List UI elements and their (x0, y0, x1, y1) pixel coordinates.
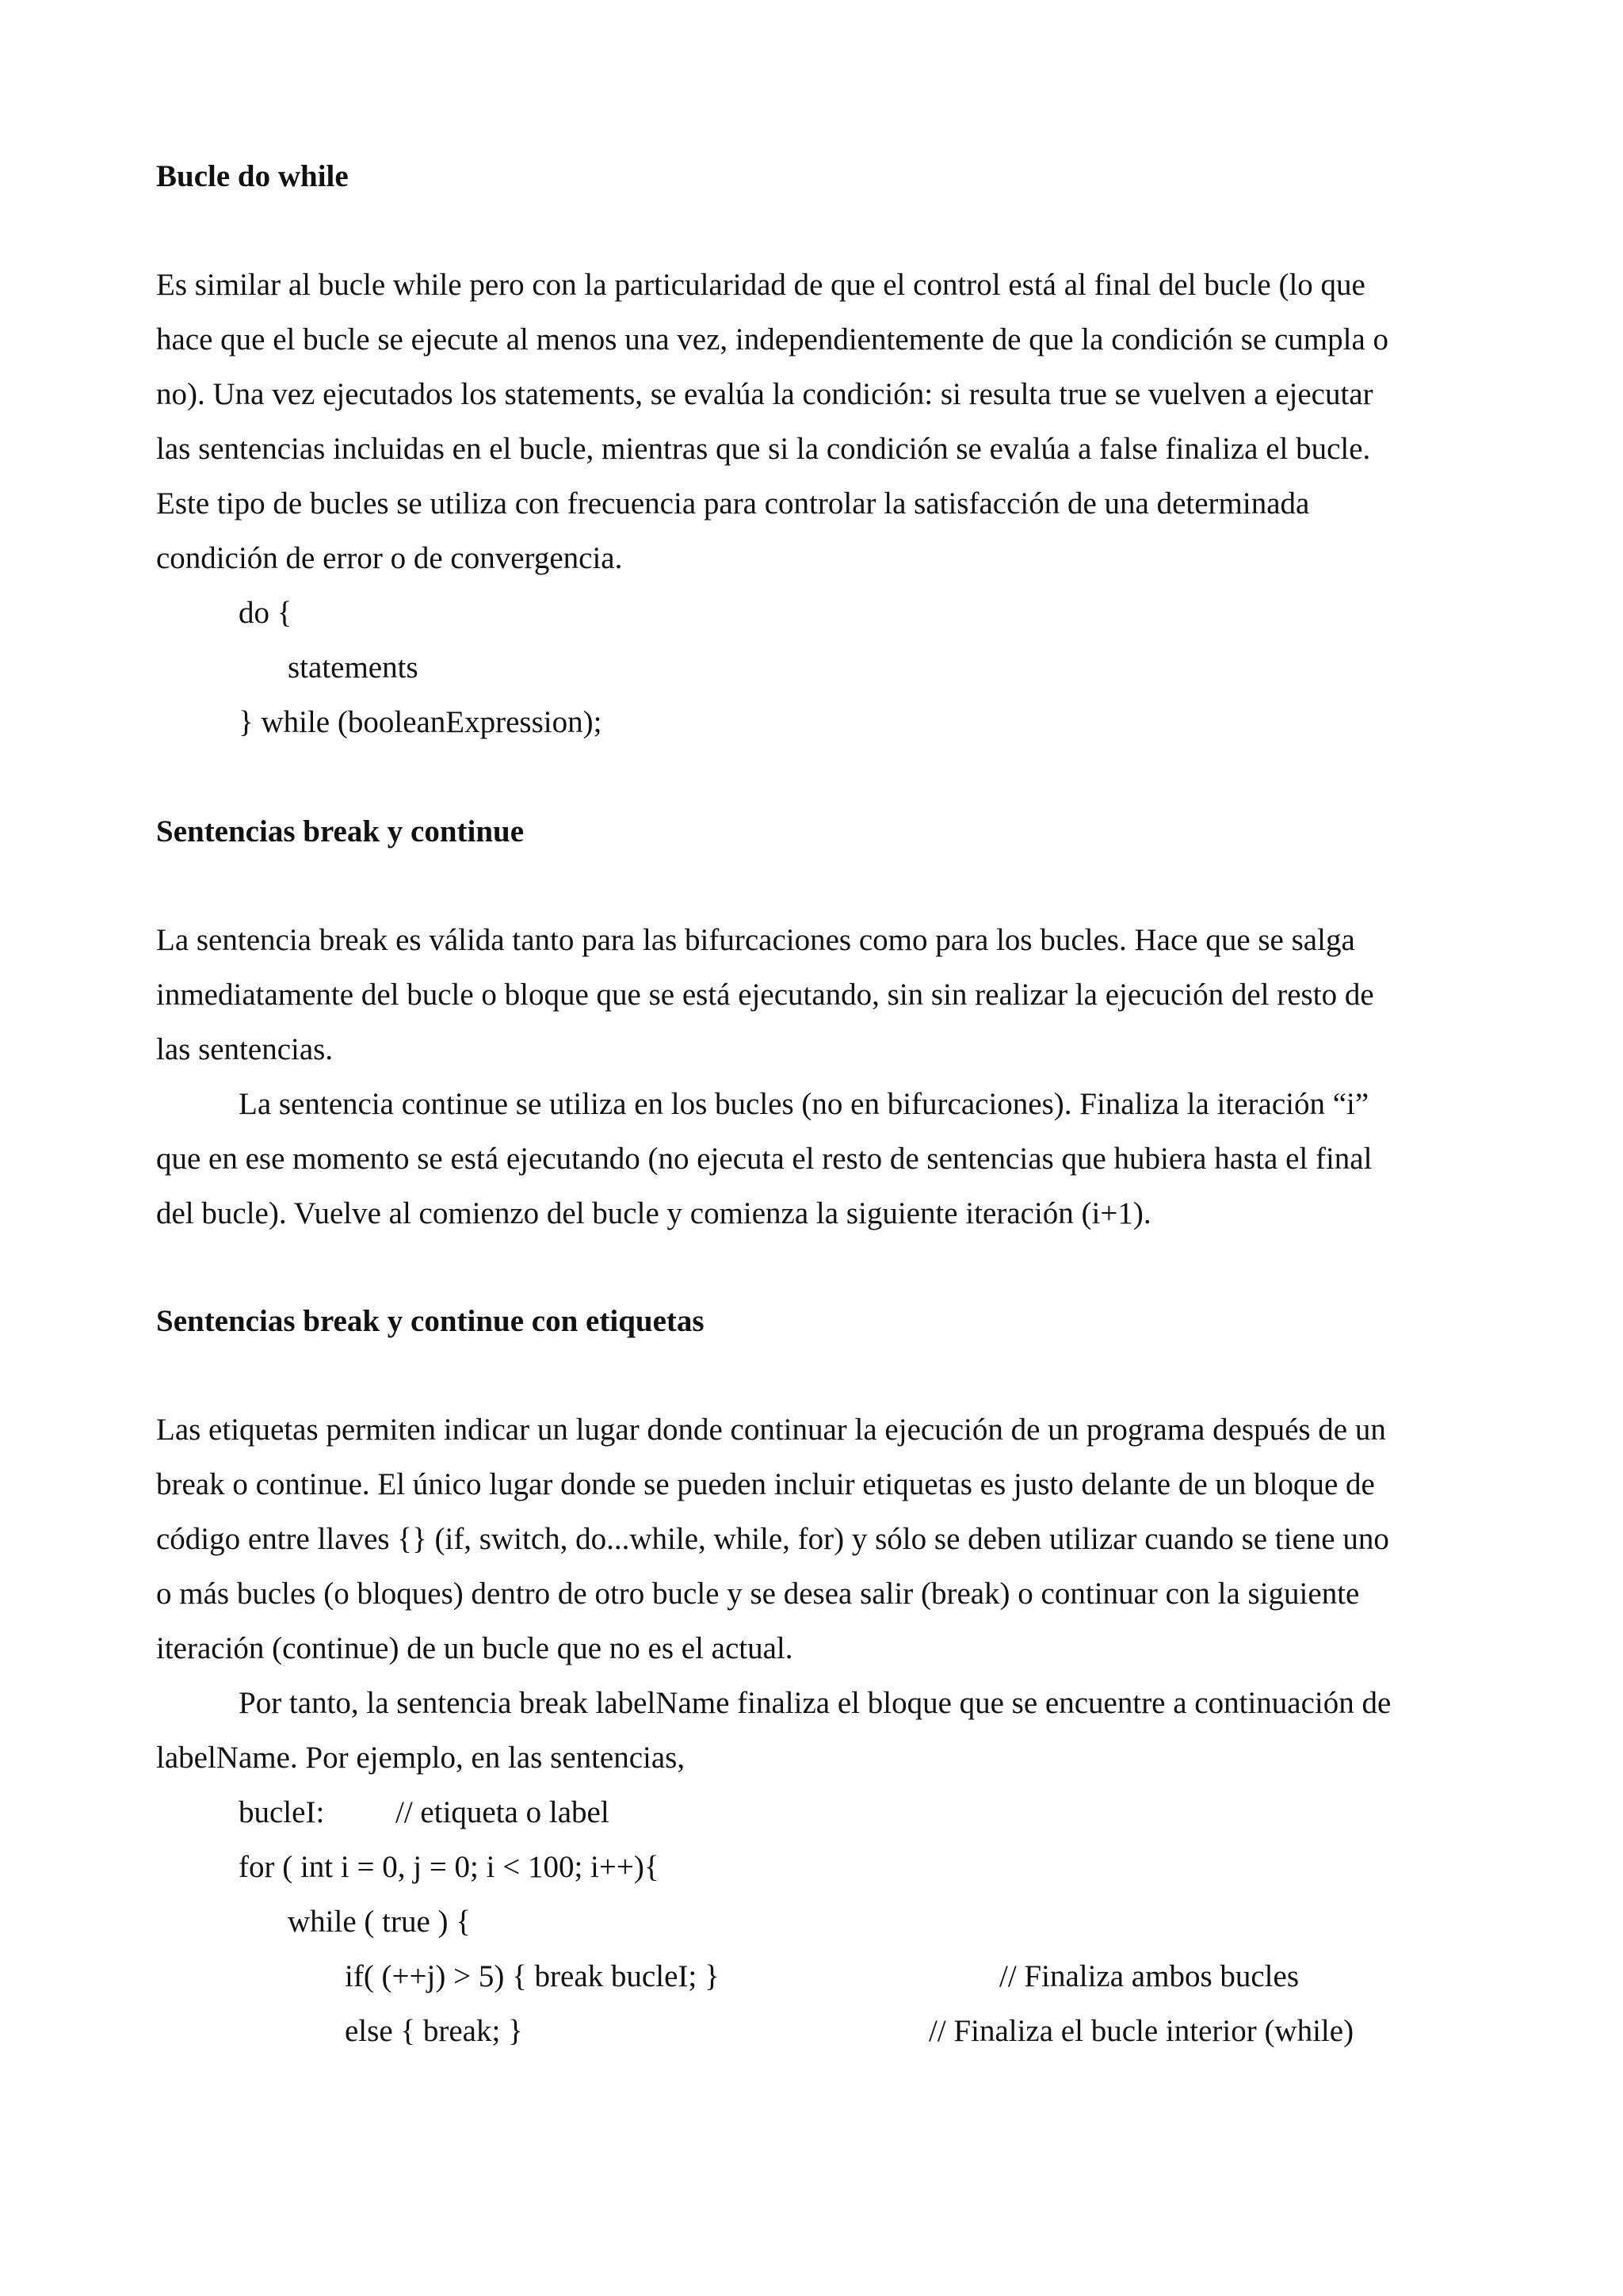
paragraph-line: La sentencia break es válida tanto para las bifurcaciones como para los bucles. Hace que se salga (156, 923, 1355, 957)
paragraph-line: iteración (continue) de un bucle que no es el actual. (156, 1631, 793, 1665)
paragraph-line: break o continue. El único lugar donde se pueden incluir etiquetas es justo delante de un bloque de (156, 1467, 1375, 1501)
section-heading-break-continue: Sentencias break y continue (156, 814, 525, 849)
code-line: while ( true ) { (288, 1905, 471, 1939)
code-line: do { (239, 596, 292, 630)
paragraph-line: del bucle). Vuelve al comienzo del bucle y comienza la siguiente iteración (i+1). (156, 1196, 1151, 1230)
paragraph-line: condición de error o de convergencia. (156, 541, 623, 575)
paragraph-line: hace que el bucle se ejecute al menos una vez, independientemente de que la condición se cumpla o (156, 322, 1389, 357)
code-comment: // Finaliza ambos bucles (999, 1959, 1300, 1993)
paragraph-line: que en ese momento se está ejecutando (no ejecuta el resto de sentencias que hubiera hasta el final (156, 1142, 1373, 1176)
section-heading-do-while: Bucle do while (156, 159, 349, 193)
paragraph-line: no). Una vez ejecutados los statements, se evalúa la condición: si resulta true se vuelven a ejecutar (156, 377, 1373, 411)
paragraph-line: Por tanto, la sentencia break labelName finaliza el bloque que se encuentre a continuación de (239, 1686, 1392, 1720)
paragraph-line: Las etiquetas permiten indicar un lugar donde continuar la ejecución de un programa después de un (156, 1413, 1386, 1447)
do-while-paragraph (156, 257, 1487, 749)
labels-paragraphs (156, 1402, 1487, 2058)
paragraph-line: inmediatamente del bucle o bloque que se está ejecutando, sin sin realizar la ejecución del resto de (156, 978, 1374, 1012)
paragraph-line: las sentencias. (156, 1032, 334, 1066)
code-for-row (156, 1840, 1487, 1894)
code-label: bucleI: (239, 1795, 325, 1829)
code-while-row (156, 1894, 1487, 1949)
code-else-row (156, 2004, 1487, 2058)
break-continue-paragraphs (156, 913, 1487, 1241)
paragraph-line: código entre llaves {} (if, switch, do...while, while, for) y sólo se deben utilizar cuando se tiene uno (156, 1522, 1389, 1556)
paragraph-line: Es similar al bucle while pero con la particularidad de que el control está al final del bucle (lo que (156, 268, 1365, 302)
paragraph-line: o más bucles (o bloques) dentro de otro bucle y se desea salir (break) o continuar con la siguiente (156, 1577, 1360, 1611)
paragraph-line: labelName. Por ejemplo, en las sentencias, (156, 1741, 685, 1775)
paragraph-line: Este tipo de bucles se utiliza con frecuencia para controlar la satisfacción de una determinada (156, 486, 1310, 521)
code-line: for ( int i = 0, j = 0; i < 100; i++){ (239, 1850, 659, 1884)
code-line: statements (288, 650, 418, 685)
code-line: } while (booleanExpression); (239, 705, 602, 739)
code-line: else { break; } (345, 2014, 523, 2048)
code-label-row (156, 1785, 1487, 1840)
code-if-row (156, 1949, 1487, 2004)
code-comment: // Finaliza el bucle interior (while) (929, 2014, 1354, 2048)
paragraph-line: las sentencias incluidas en el bucle, mientras que si la condición se evalúa a false finaliza el bucle. (156, 432, 1371, 466)
paragraph-line: La sentencia continue se utiliza en los bucles (no en bifurcaciones). Finaliza la iteración “i” (239, 1087, 1369, 1121)
section-heading-labels: Sentencias break y continue con etiquetas (156, 1304, 705, 1338)
code-comment: // etiqueta o label (395, 1795, 609, 1829)
code-line: if( (++j) > 5) { break bucleI; } (345, 1959, 720, 1993)
